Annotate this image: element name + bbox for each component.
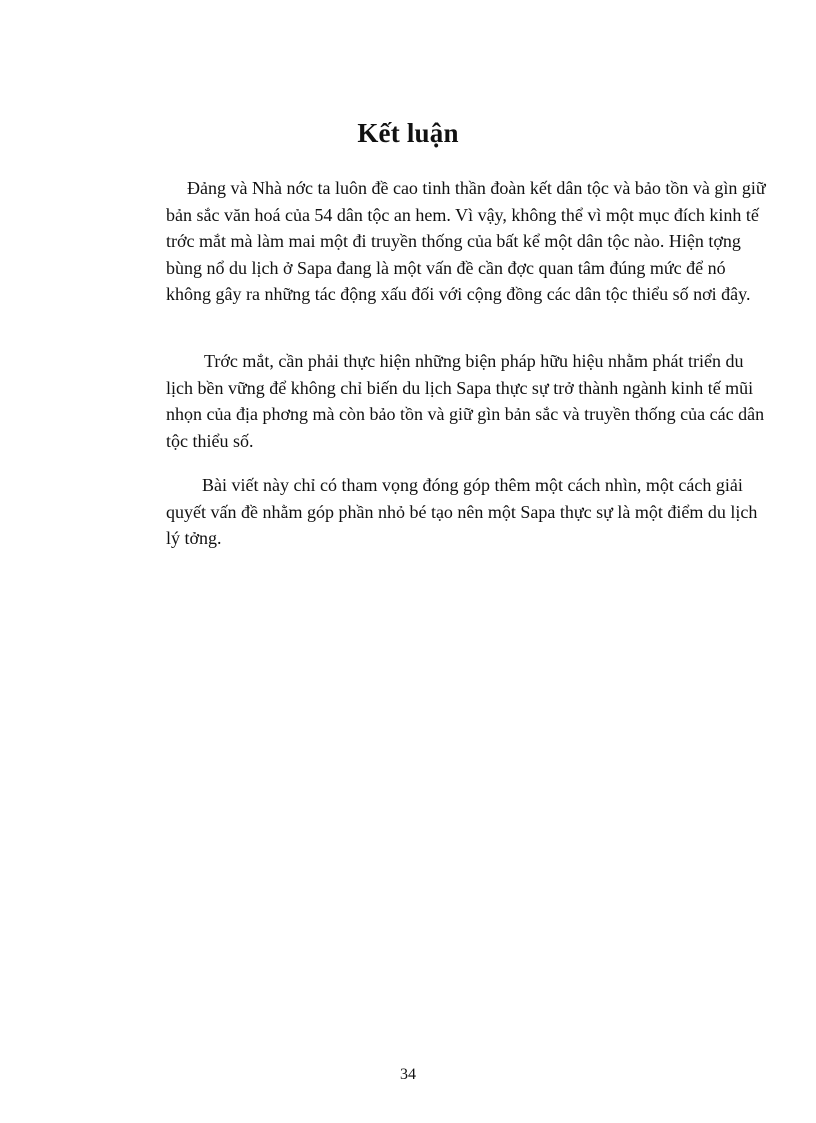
conclusion-paragraph-3: Bài viết này chỉ có tham vọng đóng góp thêm một cách nhìn, một cách giải quyết vấn đề nhằm góp phần nhỏ bé tạo nên một Sapa thực sự là một điểm du lịch lý tởng. (166, 475, 758, 548)
conclusion-paragraph-1: Đảng và Nhà nớc ta luôn đề cao tinh thần đoàn kết dân tộc và bảo tồn và gìn giữ bản sắc văn hoá của 54 dân tộc an hem. Vì vậy, không thể vì một mục đích kinh tế trớc mắt mà làm mai một đi truyền thống của bất kể một dân tộc nào. Hiện tợng bùng nổ du lịch ở Sapa đang là một vấn đề cần đợc quan tâm đúng mức để nó không gây ra những tác động xấu đối với cộng đồng các dân tộc thiểu số nơi đây. (166, 178, 766, 304)
conclusion-paragraph-2: Trớc mắt, cần phải thực hiện những biện pháp hữu hiệu nhằm phát triển du lịch bền vững để không chỉ biến du lịch Sapa thực sự trở thành ngành kinh tế mũi nhọn của địa phơng mà còn bảo tồn và giữ gìn bản sắc và truyền thống của các dân tộc thiểu số. (166, 351, 765, 451)
page-title: Kết luận (357, 118, 459, 148)
page-number: 34 (400, 1066, 416, 1083)
